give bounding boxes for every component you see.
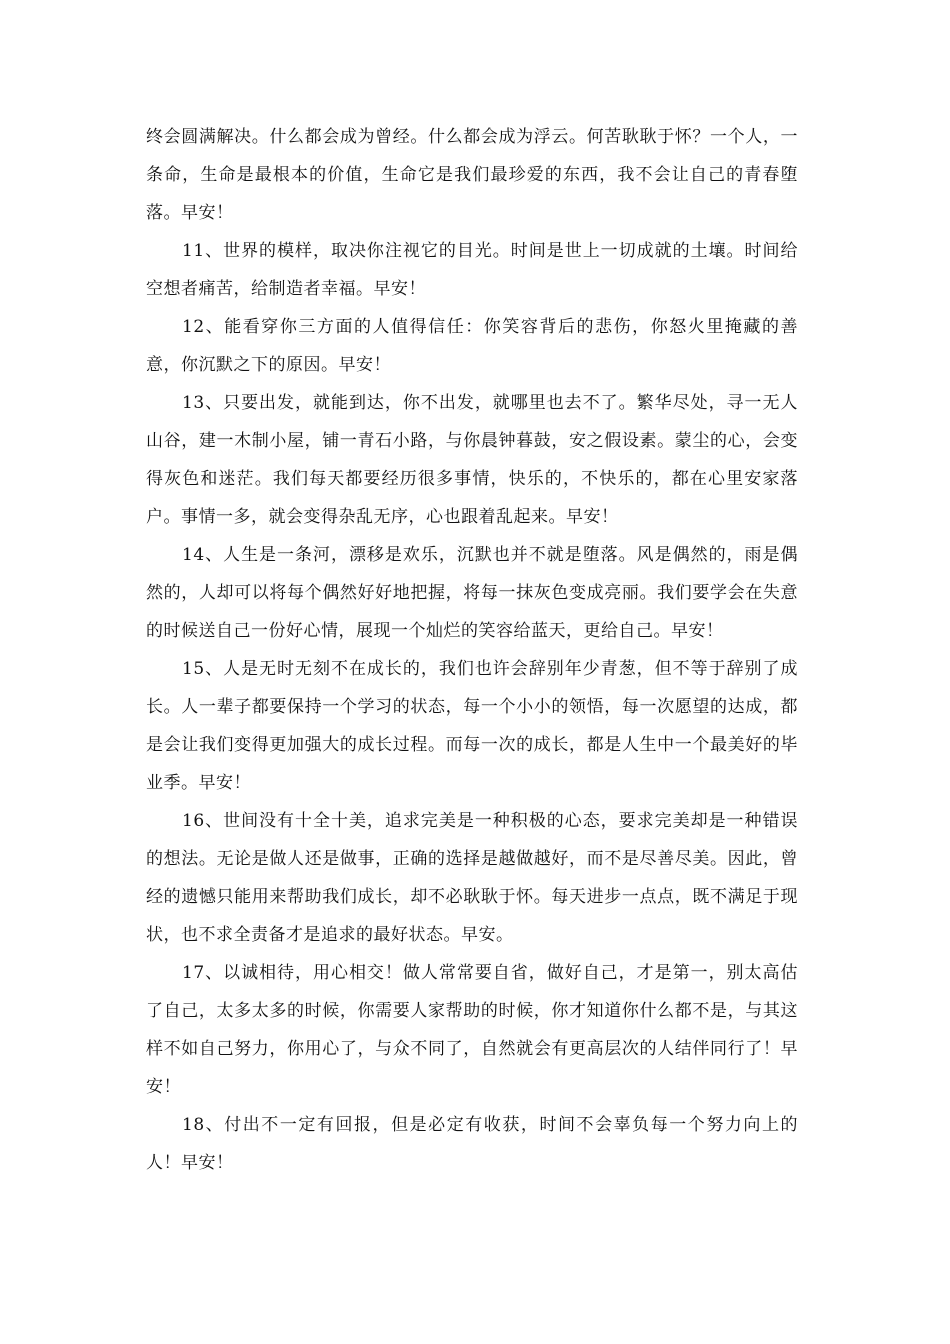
paragraph-11: 11、世界的模样，取决你注视它的目光。时间是世上一切成就的土壤。时间给空想者痛苦，给制造者幸福。早安！ xyxy=(146,241,798,299)
paragraph-17: 17、以诚相待，用心相交！做人常常要自省，做好自己，才是第一，别太高估了自己，太多太多的时候，你需要人家帮助的时候，你才知道你什么都不是，与其这样不如自己努力，你用心了，与众不同了，自然就会有更高层次的人结伴同行了！早安！ xyxy=(146,963,798,1097)
paragraph-continued: 终会圆满解决。什么都会成为曾经。什么都会成为浮云。何苦耿耿于怀？一个人，一条命，生命是最根本的价值，生命它是我们最珍爱的东西，我不会让自己的青春堕落。早安！ xyxy=(146,127,798,223)
paragraph-13: 13、只要出发，就能到达，你不出发，就哪里也去不了。繁华尽处，寻一无人山谷，建一木制小屋，铺一青石小路，与你晨钟暮鼓，安之假设素。蒙尘的心，会变得灰色和迷茫。我们每天都要经历很多事情，快乐的，不快乐的，都在心里安家落户。事情一多，就会变得杂乱无序，心也跟着乱起来。早安！ xyxy=(146,393,798,527)
paragraph-15: 15、人是无时无刻不在成长的，我们也许会辞别年少青葱，但不等于辞别了成长。人一辈子都要保持一个学习的状态，每一个小小的领悟，每一次愿望的达成，都是会让我们变得更加强大的成长过程。而每一次的成长，都是人生中一个最美好的毕业季。早安！ xyxy=(146,659,798,793)
paragraph-16: 16、世间没有十全十美，追求完美是一种积极的心态，要求完美却是一种错误的想法。无论是做人还是做事，正确的选择是越做越好，而不是尽善尽美。因此，曾经的遗憾只能用来帮助我们成长，却不必耿耿于怀。每天进步一点点，既不满足于现状，也不求全责备才是追求的最好状态。早安。 xyxy=(146,811,798,945)
document-body xyxy=(146,118,798,1182)
paragraph-14: 14、人生是一条河，漂移是欢乐，沉默也并不就是堕落。风是偶然的，雨是偶然的，人却可以将每个偶然好好地把握，将每一抹灰色变成亮丽。我们要学会在失意的时候送自己一份好心情，展现一个灿烂的笑容给蓝天，更给自己。早安！ xyxy=(146,545,798,641)
paragraph-18: 18、付出不一定有回报，但是必定有收获，时间不会辜负每一个努力向上的人！早安！ xyxy=(146,1115,798,1173)
paragraph-12: 12、能看穿你三方面的人值得信任：你笑容背后的悲伤，你怒火里掩藏的善意，你沉默之下的原因。早安！ xyxy=(146,317,798,375)
